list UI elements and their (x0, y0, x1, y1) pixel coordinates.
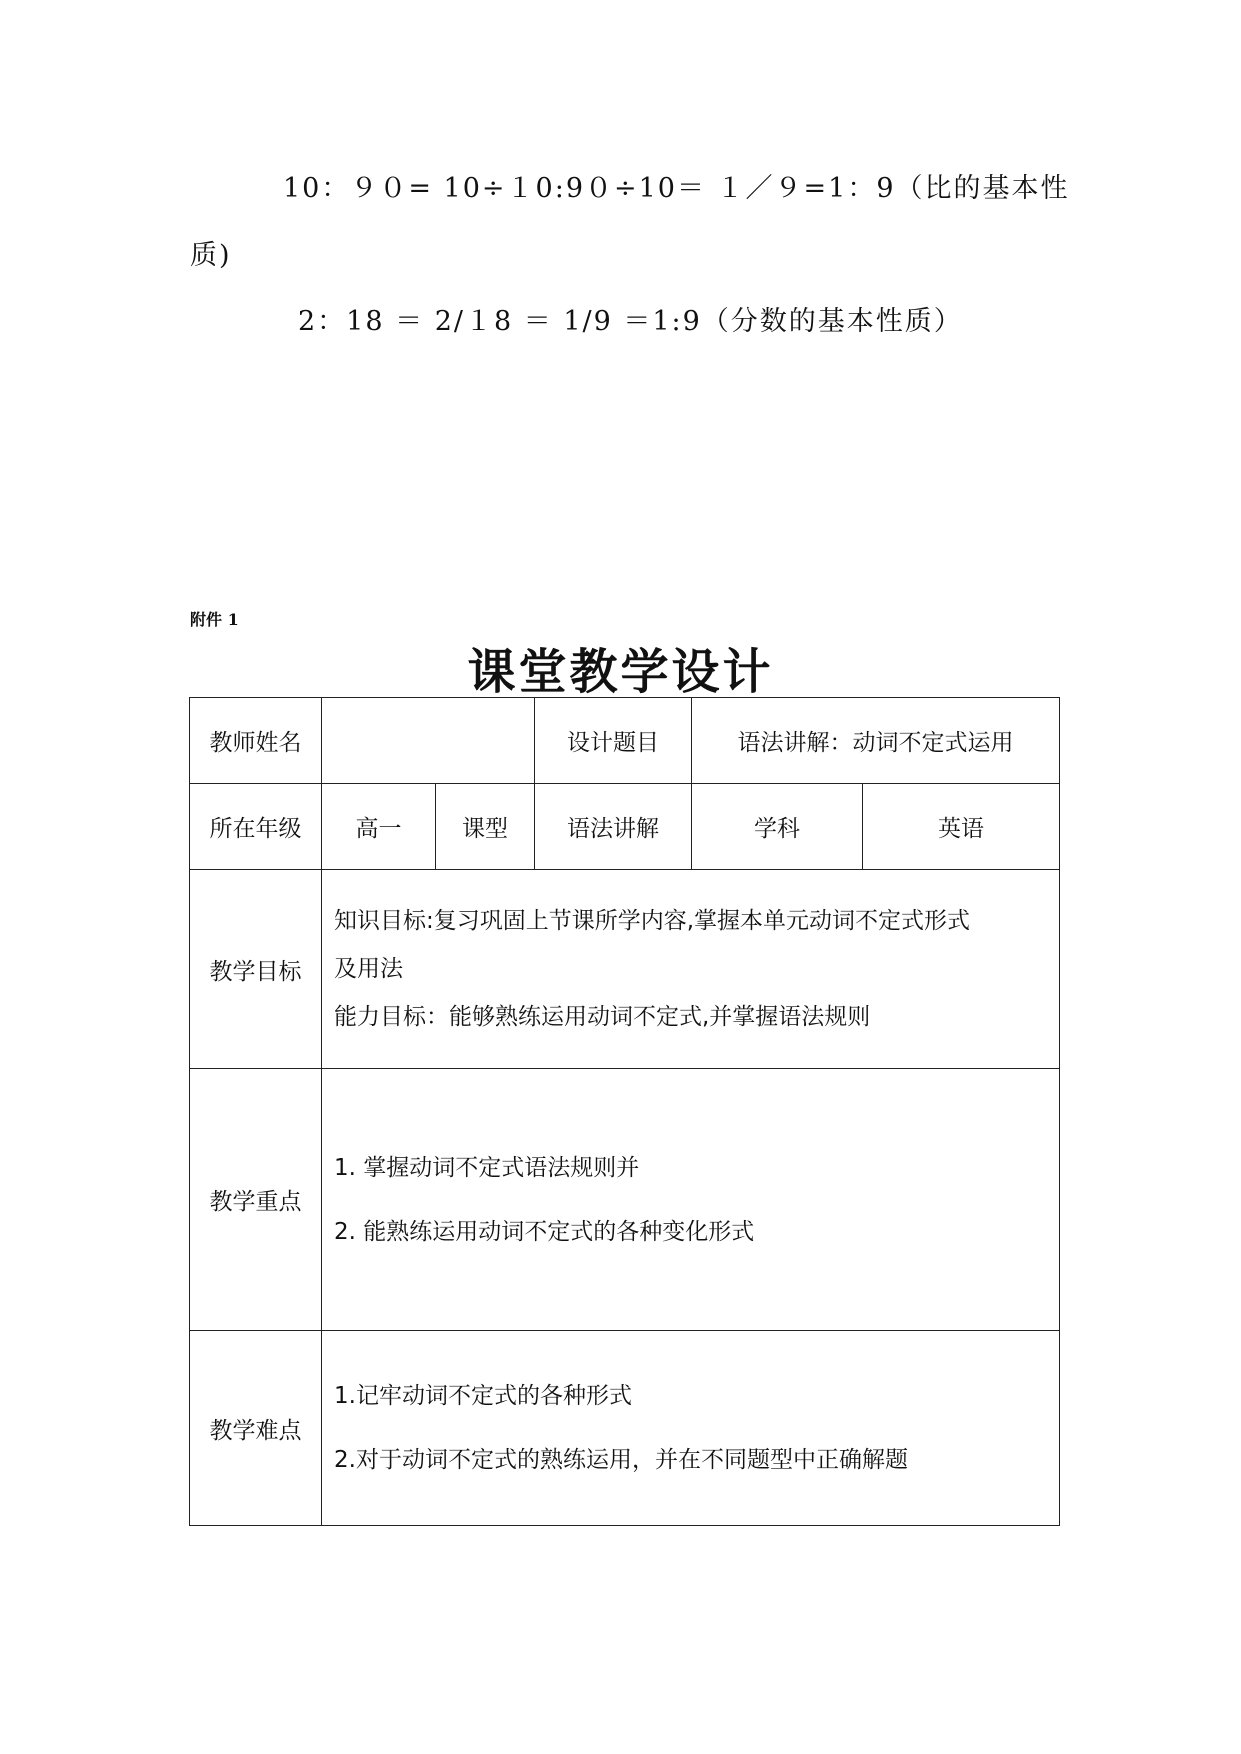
objectives-line: 及用法 (334, 956, 403, 982)
difficulty-item: 2.对于动词不定式的熟练运用，并在不同题型中正确解题 (334, 1447, 908, 1473)
objectives-label: 教学目标 (190, 870, 322, 1069)
topic-value: 语法讲解：动词不定式运用 (692, 698, 1060, 784)
objectives-content (322, 870, 1060, 1069)
lesson-design-table (189, 697, 1060, 1526)
key-point-item: 1. 掌握动词不定式语法规则并 (334, 1154, 640, 1181)
document-title: 课堂教学设计 (467, 644, 774, 700)
key-points-content (322, 1069, 1060, 1331)
table-row-grade (190, 784, 1060, 870)
subject-value: 英语 (863, 784, 1060, 870)
topic-label: 设计题目 (535, 698, 692, 784)
math-equation-fraction: 2：18 ＝ 2/１8 ＝ 1/9 ＝1:9（分数的基本性质） (298, 306, 963, 337)
teacher-name-value (322, 698, 535, 784)
objectives-line: 知识目标:复习巩固上节课所学内容,掌握本单元动词不定式形式 (334, 908, 971, 934)
table-row-key-points (190, 1069, 1060, 1331)
lesson-type-label: 课型 (436, 784, 535, 870)
grade-value: 高一 (322, 784, 436, 870)
objectives-line: 能力目标：能够熟练运用动词不定式,并掌握语法规则 (334, 1004, 871, 1030)
grade-label: 所在年级 (190, 784, 322, 870)
lesson-type-value: 语法讲解 (535, 784, 692, 870)
difficulties-label: 教学难点 (190, 1331, 322, 1526)
attachment-label: 附件 1 (190, 610, 239, 629)
key-points-label: 教学重点 (190, 1069, 322, 1331)
difficulty-item: 1.记牢动词不定式的各种形式 (334, 1383, 632, 1409)
math-equation-ratio: 10：９０= 10÷１0:9０÷10＝ １／９=1：9（比的基本性 (283, 173, 1070, 204)
teacher-name-label: 教师姓名 (190, 698, 322, 784)
math-equation-ratio-continued: 质) (190, 240, 232, 271)
key-point-item: 2. 能熟练运用动词不定式的各种变化形式 (334, 1218, 755, 1245)
table-row-teacher (190, 698, 1060, 784)
subject-label: 学科 (692, 784, 863, 870)
difficulties-content (322, 1331, 1060, 1526)
table-row-objectives (190, 870, 1060, 1069)
table-row-difficulties (190, 1331, 1060, 1526)
